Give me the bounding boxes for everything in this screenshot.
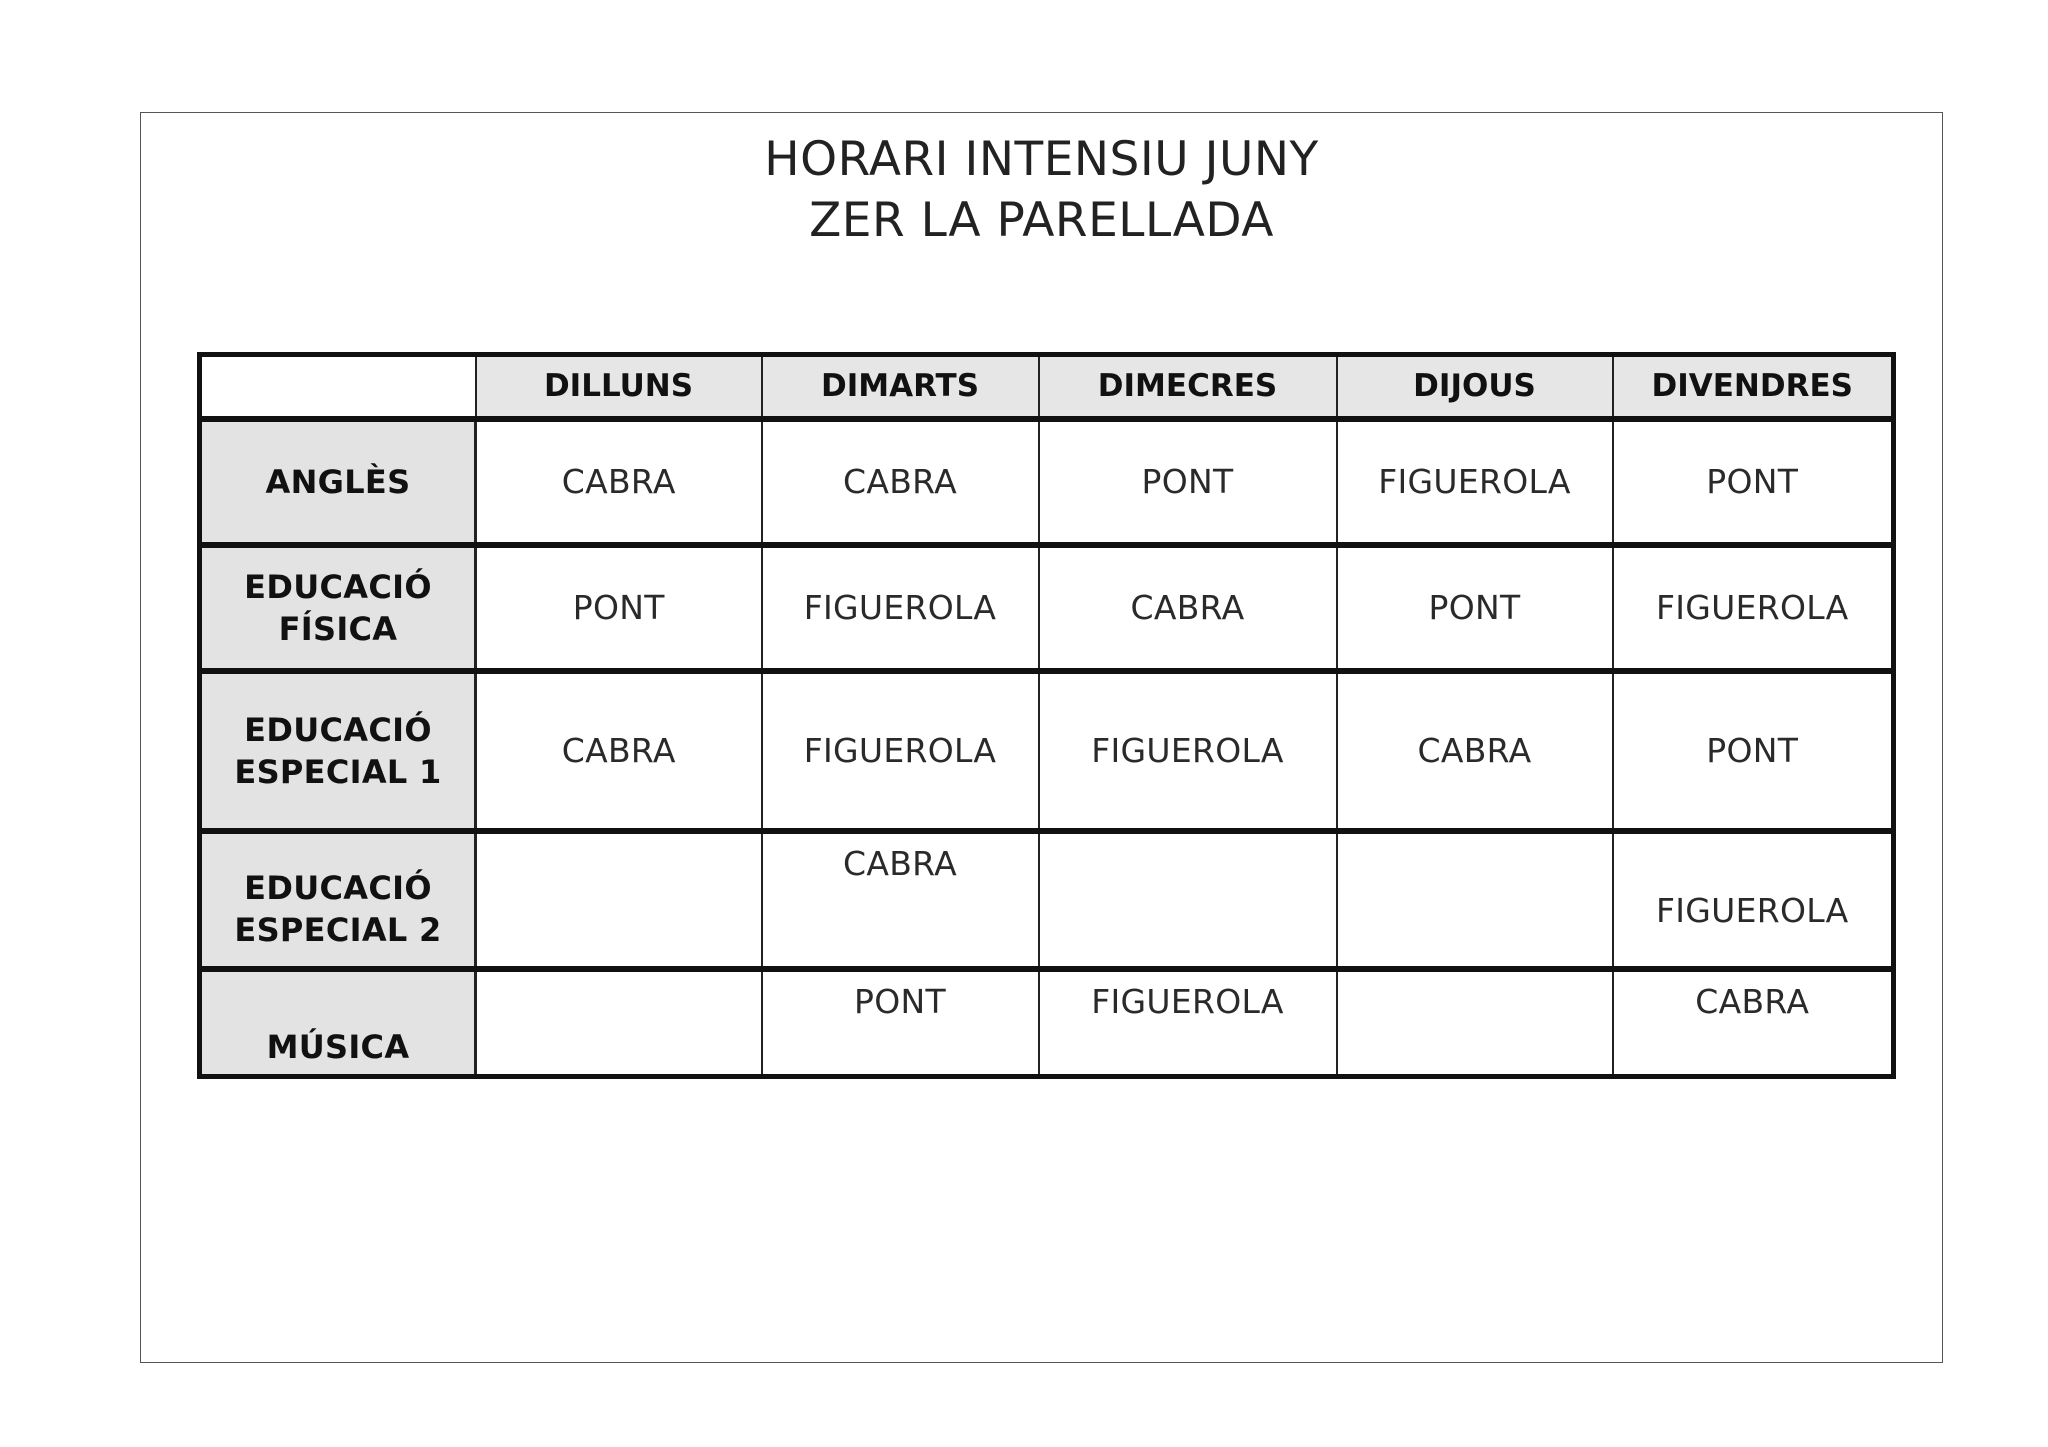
schedule-cell: CABRA — [1613, 969, 1894, 1077]
schedule-cell: FIGUEROLA — [1613, 545, 1894, 671]
schedule-cell: FIGUEROLA — [762, 671, 1039, 831]
table-row — [200, 419, 1894, 545]
table-row — [200, 969, 1894, 1077]
schedule-cell: FIGUEROLA — [1337, 419, 1613, 545]
day-header-wednesday: DIMECRES — [1039, 355, 1337, 419]
day-header-monday: DILLUNS — [476, 355, 762, 419]
schedule-cell: PONT — [1039, 419, 1337, 545]
schedule-cell: FIGUEROLA — [1039, 969, 1337, 1077]
schedule-table — [197, 352, 1896, 1079]
schedule-cell: PONT — [1337, 545, 1613, 671]
schedule-cell: PONT — [476, 545, 762, 671]
header-row — [200, 355, 1894, 419]
schedule-cell: PONT — [1613, 419, 1894, 545]
subject-label: EDUCACIÓ ESPECIAL 1 — [200, 671, 476, 831]
schedule-cell: PONT — [1613, 671, 1894, 831]
schedule-cell: FIGUEROLA — [762, 545, 1039, 671]
schedule-cell — [476, 831, 762, 969]
schedule-cell — [1337, 969, 1613, 1077]
day-header-friday: DIVENDRES — [1613, 355, 1894, 419]
schedule-cell: CABRA — [476, 419, 762, 545]
schedule-cell: FIGUEROLA — [1039, 671, 1337, 831]
corner-cell — [200, 355, 476, 419]
schedule-cell: CABRA — [476, 671, 762, 831]
document-title: HORARI INTENSIU JUNY — [764, 132, 1319, 187]
day-header-tuesday: DIMARTS — [762, 355, 1039, 419]
table-row — [200, 545, 1894, 671]
schedule-cell: FIGUEROLA — [1613, 831, 1894, 969]
table-row — [200, 831, 1894, 969]
day-header-thursday: DIJOUS — [1337, 355, 1613, 419]
subject-label: MÚSICA — [200, 969, 476, 1077]
subject-label: EDUCACIÓ FÍSICA — [200, 545, 476, 671]
schedule-cell: CABRA — [1039, 545, 1337, 671]
document-subtitle: ZER LA PARELLADA — [809, 193, 1274, 248]
subject-label: ANGLÈS — [200, 419, 476, 545]
table-row — [200, 671, 1894, 831]
schedule-cell — [1039, 831, 1337, 969]
schedule-cell: CABRA — [762, 419, 1039, 545]
schedule-cell: PONT — [762, 969, 1039, 1077]
schedule-cell: CABRA — [1337, 671, 1613, 831]
schedule-cell: CABRA — [762, 831, 1039, 969]
schedule-cell — [1337, 831, 1613, 969]
schedule-cell — [476, 969, 762, 1077]
subject-label: EDUCACIÓ ESPECIAL 2 — [200, 831, 476, 969]
